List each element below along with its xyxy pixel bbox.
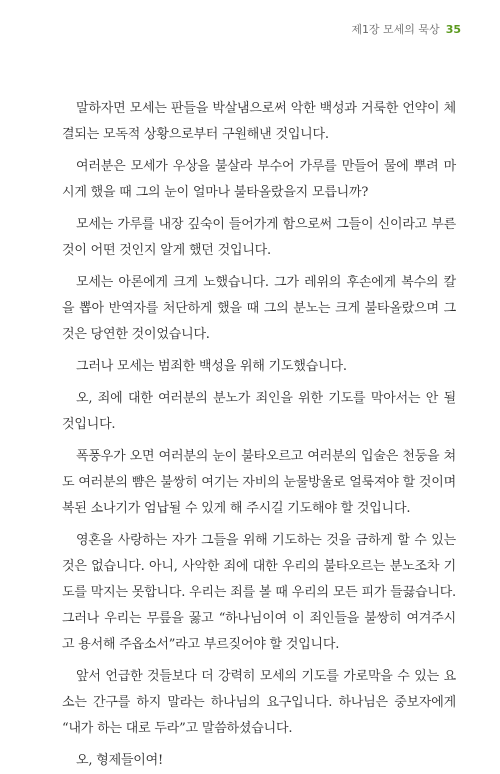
paragraph-6: 오, 죄에 대한 여러분의 분노가 죄인을 위한 기도를 막아서는 안 될 것입니다. [62, 391, 456, 432]
paragraph-10: 오, 형제들이여! [76, 753, 164, 768]
page-body [62, 96, 456, 774]
page-number: 35 [445, 23, 461, 36]
paragraph-8: 영혼을 사랑하는 자가 그들을 위해 기도하는 것을 금하게 할 수 있는 것은 없습니다. 아니, 사악한 죄에 대한 우리의 불타오르는 분노조차 기도를 막지는 못합니다. 우리는 죄를 볼 때 우리의 모든 피가 들끓습니다. 그러나 우리는 무릎을 꿇고 “하나님이여 이 죄인들을 불쌍히 여겨주시고 용서해 주옵소서”라고 부르짖어야 할 것입니다. [62, 533, 456, 652]
paragraph-9: 앞서 언급한 것들보다 더 강력히 모세의 기도를 가로막을 수 있는 요소는 간구를 하지 말라는 하나님의 요구입니다. 하나님은 중보자에게 “내가 하는 대로 두라”고 말씀하셨습니다. [62, 669, 456, 736]
paragraph-2: 여러분은 모세가 우상을 불살라 부수어 가루를 만들어 물에 뿌려 마시게 했을 때 그의 눈이 얼마나 불타올랐을지 모릅니까? [62, 159, 456, 200]
paragraph-7: 폭풍우가 오면 여러분의 눈이 불타오르고 여러분의 입술은 천둥을 쳐도 여러분의 뺨은 불쌍히 여기는 자비의 눈물방울로 얼룩져야 할 것이며 복된 소나기가 엄납될 수 있게 해 주시길 기도해야 할 것입니다. [62, 449, 456, 516]
chapter-title: 제1장 모세의 묵상 [351, 23, 440, 36]
paragraph-5: 그러나 모세는 범죄한 백성을 위해 기도했습니다. [76, 359, 347, 374]
paragraph-4: 모세는 아론에게 크게 노했습니다. 그가 레위의 후손에게 복수의 칼을 뽑아 반역자를 처단하게 했을 때 그의 분노는 크게 불타올랐으며 그것은 당연한 것이었습니다. [62, 275, 456, 342]
paragraph-3: 모세는 가루를 내장 깊숙이 들어가게 함으로써 그들이 신이라고 부른 것이 어떤 것인지 알게 했던 것입니다. [62, 217, 456, 258]
running-header [351, 21, 461, 37]
paragraph-1: 말하자면 모세는 판들을 박살냄으로써 악한 백성과 거룩한 언약이 체결되는 모독적 상황으로부터 구원해낸 것입니다. [62, 101, 456, 142]
